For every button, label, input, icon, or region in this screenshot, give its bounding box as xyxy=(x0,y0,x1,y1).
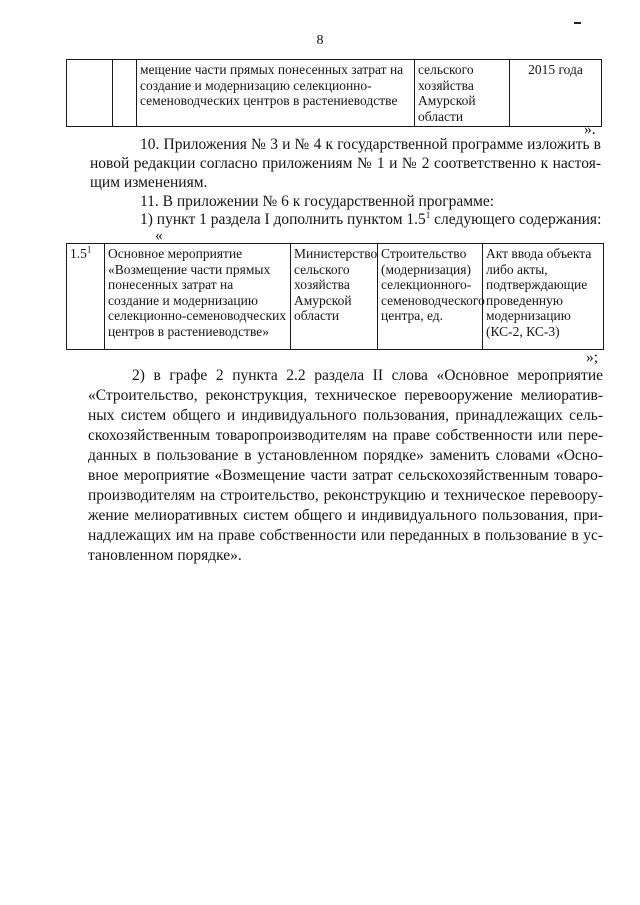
para2-line8: жение мелиоративных систем общего и индивидуального пользования, при- xyxy=(88,507,603,524)
para2-line6: вное мероприятие «Возмещение части затрат сельскохозяйственным товаро- xyxy=(88,467,603,484)
table-cell-number xyxy=(67,60,113,127)
item11-sub1-text: 1) пункт 1 раздела I дополнить пунктом 1.5 xyxy=(140,211,426,228)
page-number: 8 xyxy=(316,33,324,48)
opening-quote: « xyxy=(155,227,163,244)
para2-line7: производителям на строительство, реконструкцию и техническое перевоору- xyxy=(88,487,603,504)
table-cell-name: мещение части прямых понесенных затрат на создание и модернизацию селекционно-семеноводческих центров в растениеводстве xyxy=(137,60,415,127)
para2-line4: скохозяйственным товаропроизводителям на праве собственности или пере- xyxy=(88,427,603,444)
inserted-item-table xyxy=(66,243,604,350)
item-number: 1.5 xyxy=(70,246,87,261)
table-cell-number xyxy=(67,244,105,350)
para2-line3: ных систем общего и индивидуального пользования, принадлежащих сель- xyxy=(88,407,603,424)
item11-line1: 11. В приложении № 6 к государственной программе: xyxy=(140,193,495,210)
item10-line1: 10. Приложения № 3 и № 4 к государственной программе изложить в xyxy=(140,136,601,153)
corner-mark xyxy=(574,22,581,24)
table-cell-executor: сельского хозяйства Амурской области xyxy=(415,60,510,127)
item10-line3: щим изменениям. xyxy=(90,174,208,191)
para2-line2: «Строительство, реконструкция, техническое перевооружение мелиоратив- xyxy=(88,387,603,404)
closing-quote-2: »; xyxy=(586,349,599,366)
table-row xyxy=(67,244,604,350)
table-cell-ministry: Министерство сельского хозяйства Амурской области xyxy=(291,244,378,350)
table-cell-document: Акт ввода объекта либо акты, подтверждающие проведенную модернизацию (КС-2, КС-3) xyxy=(483,244,604,350)
item-number-sup: 1 xyxy=(86,244,92,255)
table-cell-result: Строительство (модернизация) селекционного-семеноводческого центра, ед. xyxy=(378,244,483,350)
item11-sub1-tail: следующего содержания: xyxy=(430,211,602,228)
item11-sub1-sup: 1 xyxy=(425,209,431,220)
table-row xyxy=(67,60,602,127)
para2-last-line: тановленном порядке». xyxy=(88,547,242,564)
table-cell-term: 2015 года xyxy=(510,60,602,127)
item11-sub1 xyxy=(140,211,601,230)
para2-line1: 2) в графе 2 пункта 2.2 раздела II слова «Основное мероприятие xyxy=(132,367,603,384)
item10-line2: новой редакции согласно приложениям № 1 и № 2 соответственно к настоя- xyxy=(90,155,601,172)
closing-quote-1: ». xyxy=(584,121,596,138)
table-cell-blank xyxy=(113,60,137,127)
continued-table xyxy=(66,59,602,127)
para2-line9: надлежащих им на праве собственности или переданных в пользование в ус- xyxy=(88,527,603,544)
table-cell-name: Основное мероприятие «Возмещение части прямых понесенных затрат на создание и модернизацию селекционно-семеноводческих центров в растениеводстве» xyxy=(105,244,291,350)
para2-line5: данных в пользование в установленном порядке» заменить словами «Осно- xyxy=(88,447,603,464)
